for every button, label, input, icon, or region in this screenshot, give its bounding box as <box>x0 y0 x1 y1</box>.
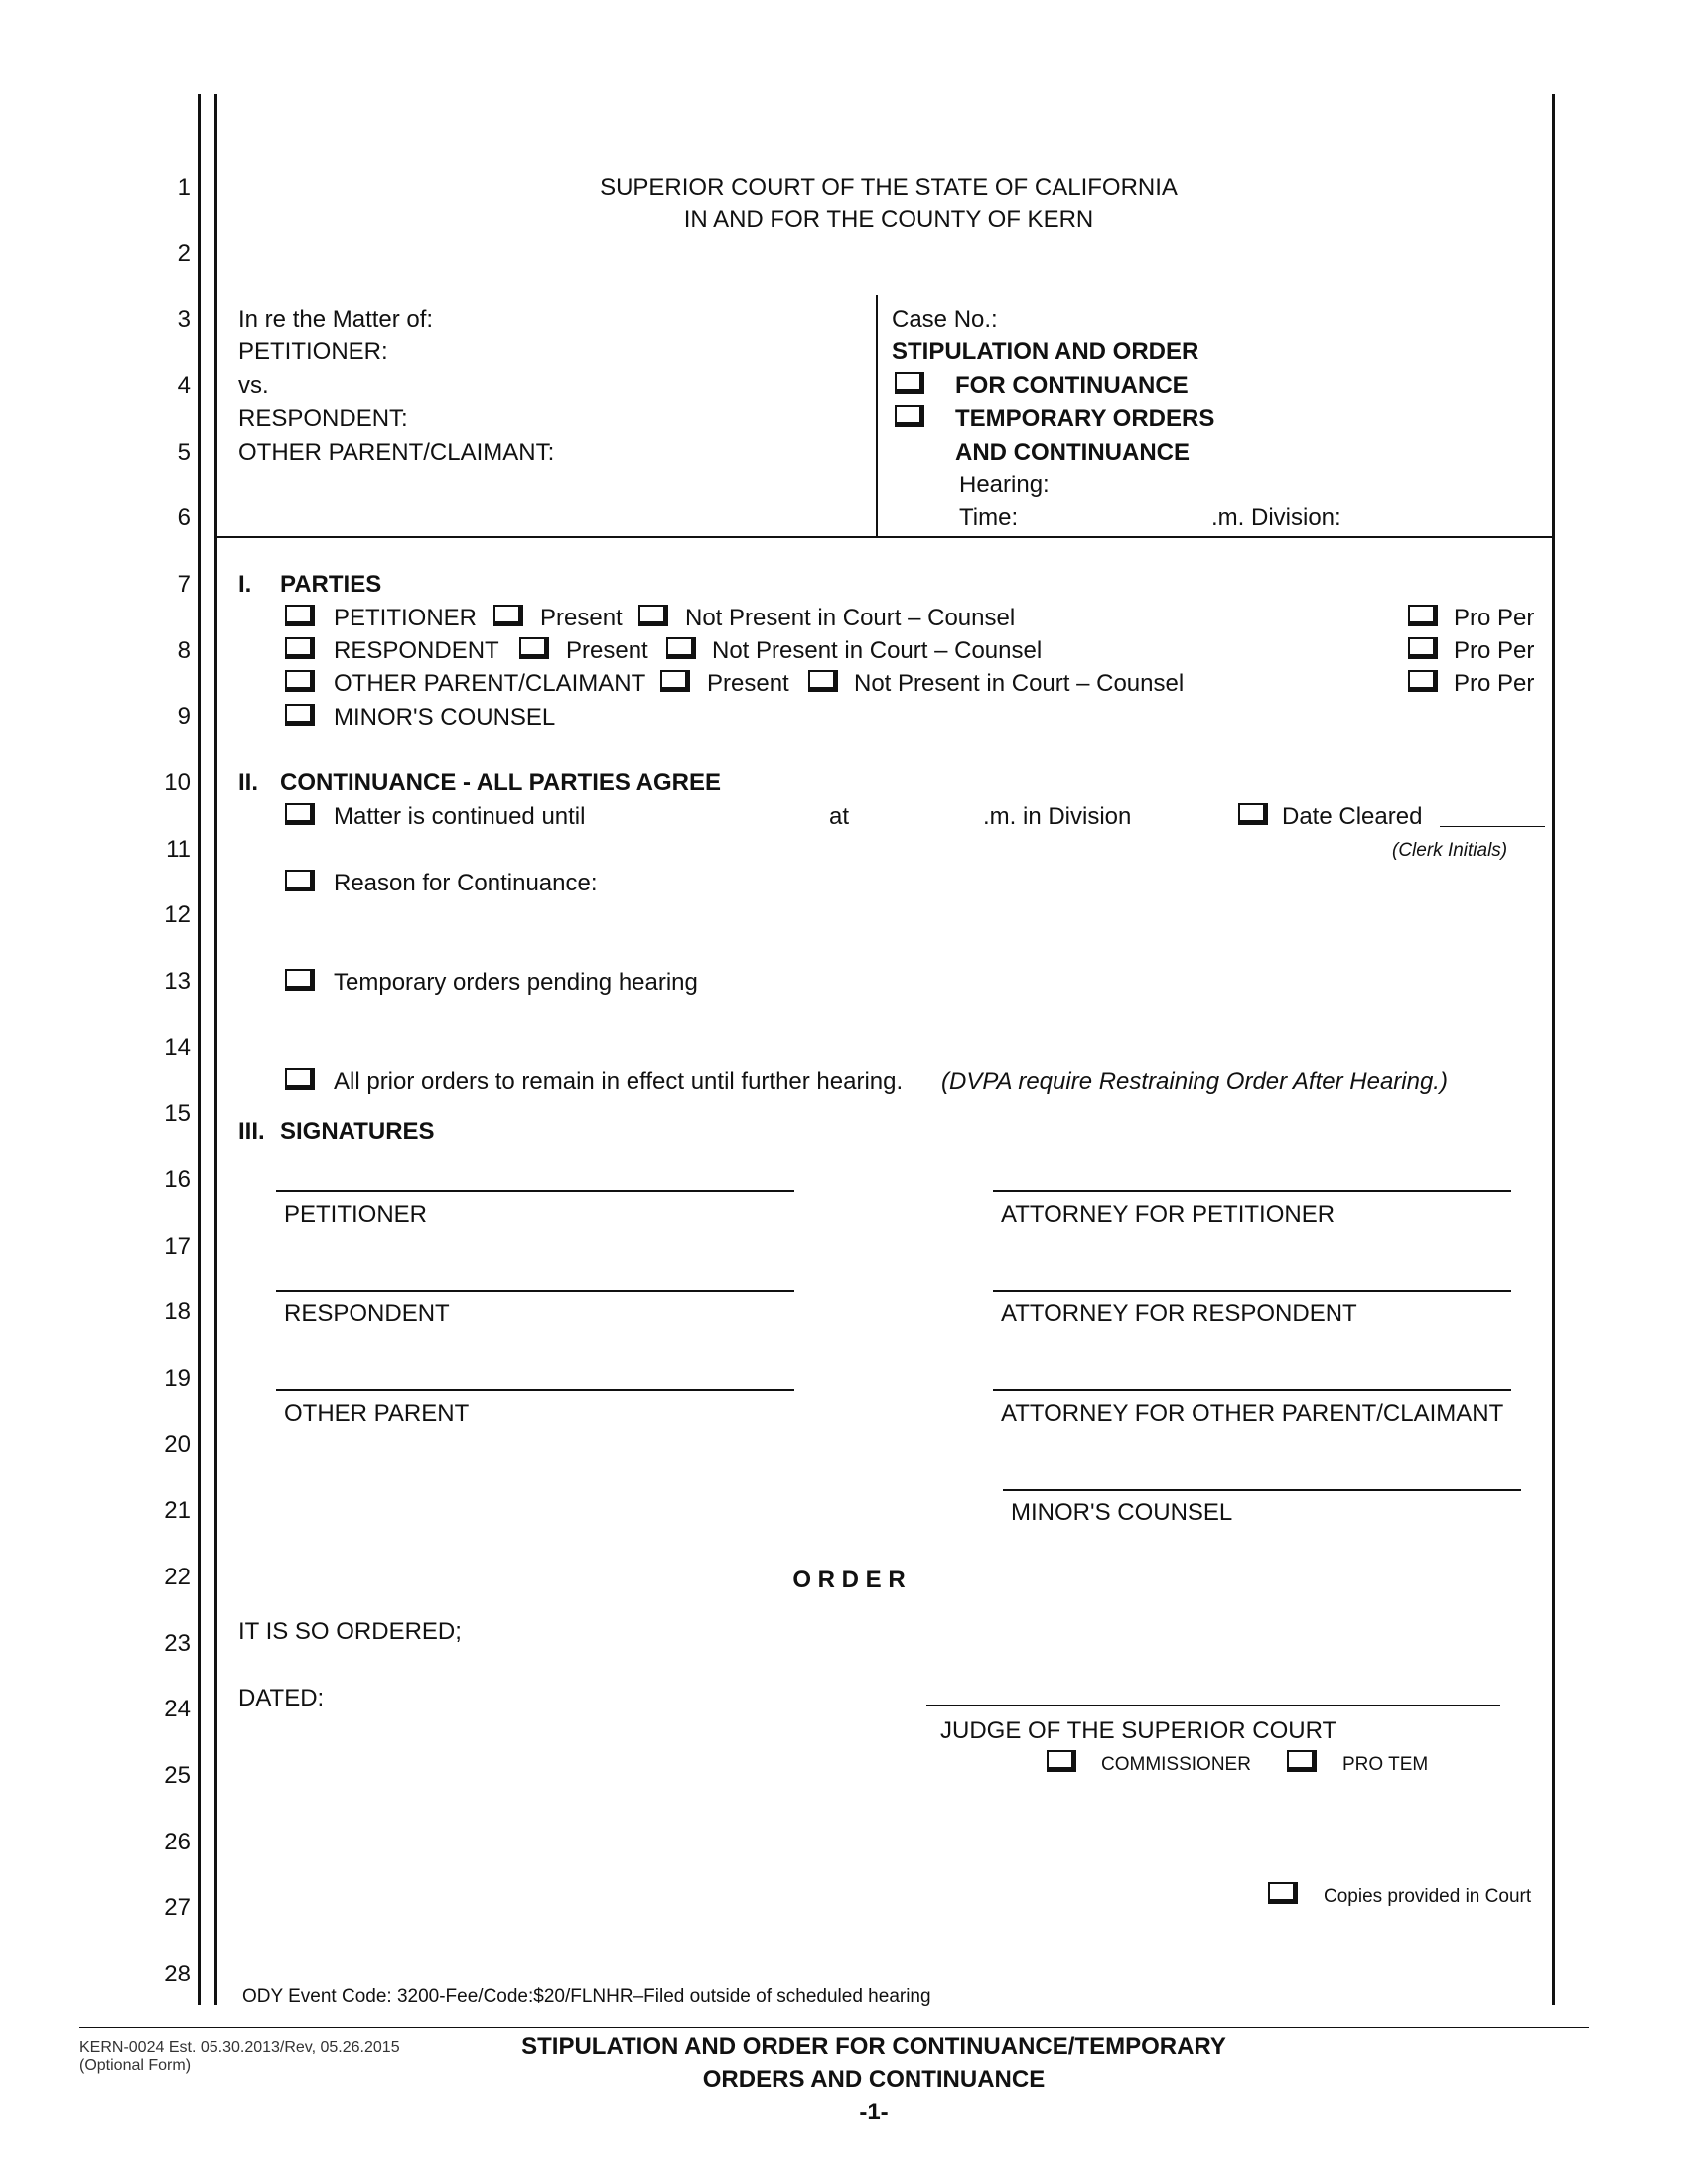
respondent-present-label: Present <box>566 637 648 664</box>
temp-orders-checkbox[interactable] <box>285 969 315 991</box>
respondent-pro-per-checkbox[interactable] <box>1408 637 1438 659</box>
right-margin-line <box>1552 94 1555 2005</box>
order-heading: O R D E R <box>792 1567 906 1593</box>
line-number: 15 <box>164 1100 191 1127</box>
minors-counsel-signature-line[interactable] <box>1003 1489 1521 1491</box>
at-label: at <box>829 803 850 830</box>
prior-orders-label: All prior orders to remain in effect until further hearing. <box>334 1068 904 1095</box>
attorney-petitioner-label: ATTORNEY FOR PETITIONER <box>1001 1201 1336 1228</box>
minors-counsel-label: MINOR'S COUNSEL <box>334 704 556 731</box>
respondent-checkbox[interactable] <box>285 637 315 659</box>
line-number: 3 <box>177 306 191 333</box>
minors-counsel-signature-label: MINOR'S COUNSEL <box>1011 1499 1233 1526</box>
form-title: STIPULATION AND ORDER <box>892 339 1199 365</box>
parties-heading: PARTIES <box>280 571 382 598</box>
respondent-not-present-label: Not Present in Court – Counsel <box>712 637 1043 664</box>
time-label: Time: <box>959 504 1019 531</box>
vs-label: vs. <box>238 372 269 399</box>
line-number: 14 <box>164 1034 191 1061</box>
copies-provided-checkbox[interactable] <box>1268 1882 1298 1904</box>
division-continued-label: .m. in Division <box>983 803 1132 830</box>
respondent-signature-label: RESPONDENT <box>284 1300 450 1327</box>
reason-checkbox[interactable] <box>285 870 315 891</box>
matter-continued-label: Matter is continued until <box>334 803 586 830</box>
line-number: 9 <box>177 703 191 730</box>
line-number: 16 <box>164 1166 191 1193</box>
date-cleared-checkbox[interactable] <box>1238 803 1268 825</box>
caption-divider <box>876 295 878 537</box>
attorney-respondent-signature-line[interactable] <box>993 1290 1511 1292</box>
case-number-label: Case No.: <box>892 306 998 333</box>
petitioner-present-label: Present <box>540 605 623 631</box>
caption-bottom-line <box>215 536 1553 538</box>
line-number: 22 <box>164 1564 191 1590</box>
other-parent-pro-per-checkbox[interactable] <box>1408 670 1438 692</box>
optional-form-label: (Optional Form) <box>79 2057 192 2074</box>
signatures-heading: SIGNATURES <box>280 1118 435 1145</box>
continuance-option: FOR CONTINUANCE <box>955 372 1189 399</box>
dvpa-note: (DVPA require Restraining Order After Hearing.) <box>941 1068 1448 1095</box>
other-parent-signature-line[interactable] <box>276 1389 794 1391</box>
line-number: 20 <box>164 1432 191 1458</box>
line-number: 4 <box>177 372 191 399</box>
line-number: 2 <box>177 240 191 267</box>
line-number: 12 <box>164 901 191 928</box>
other-parent-present-checkbox[interactable] <box>660 670 690 692</box>
commissioner-label: COMMISSIONER <box>1101 1754 1251 1775</box>
line-number: 26 <box>164 1829 191 1855</box>
attorney-petitioner-signature-line[interactable] <box>993 1190 1511 1192</box>
clerk-initials-label: (Clerk Initials) <box>1392 840 1508 861</box>
court-county: IN AND FOR THE COUNTY OF KERN <box>683 206 1094 233</box>
other-parent-checkbox[interactable] <box>285 670 315 692</box>
prior-orders-checkbox[interactable] <box>285 1068 315 1090</box>
petitioner-not-present-label: Not Present in Court – Counsel <box>685 605 1016 631</box>
copies-provided-label: Copies provided in Court <box>1324 1886 1532 1907</box>
other-parent-not-present-label: Not Present in Court – Counsel <box>854 670 1185 697</box>
dated-label: DATED: <box>238 1685 325 1711</box>
footer-rule <box>79 2027 1589 2028</box>
attorney-respondent-label: ATTORNEY FOR RESPONDENT <box>1001 1300 1357 1327</box>
petitioner-label: PETITIONER <box>334 605 478 631</box>
hearing-label: Hearing: <box>959 472 1050 498</box>
footer-title-line1: STIPULATION AND ORDER FOR CONTINUANCE/TEMPORARY <box>521 2033 1226 2060</box>
continuance-heading-number: II. <box>238 769 259 796</box>
line-number: 24 <box>164 1696 191 1722</box>
petitioner-checkbox[interactable] <box>285 605 315 626</box>
line-number: 25 <box>164 1762 191 1789</box>
attorney-other-label: ATTORNEY FOR OTHER PARENT/CLAIMANT <box>1001 1400 1504 1427</box>
petitioner-not-present-checkbox[interactable] <box>638 605 668 626</box>
minors-counsel-checkbox[interactable] <box>285 704 315 726</box>
petitioner-caption: PETITIONER: <box>238 339 388 365</box>
left-margin-line-outer <box>198 94 201 2005</box>
line-number: 10 <box>164 769 191 796</box>
court-name: SUPERIOR COURT OF THE STATE OF CALIFORNIA <box>600 174 1178 201</box>
commissioner-checkbox[interactable] <box>1047 1750 1076 1772</box>
other-parent-not-present-checkbox[interactable] <box>808 670 838 692</box>
signatures-heading-number: III. <box>238 1118 265 1145</box>
other-parent-caption: OTHER PARENT/CLAIMANT: <box>238 439 555 466</box>
line-number: 27 <box>164 1894 191 1921</box>
date-cleared-line[interactable] <box>1440 826 1545 827</box>
line-number: 11 <box>166 836 191 863</box>
continuance-heading: CONTINUANCE - ALL PARTIES AGREE <box>280 769 722 796</box>
petitioner-signature-label: PETITIONER <box>284 1201 428 1228</box>
petitioner-pro-per-checkbox[interactable] <box>1408 605 1438 626</box>
respondent-signature-line[interactable] <box>276 1290 794 1292</box>
in-re-label: In re the Matter of: <box>238 306 434 333</box>
other-parent-pro-per-label: Pro Per <box>1454 670 1535 697</box>
page-number: -1- <box>859 2099 889 2125</box>
pro-tem-label: PRO TEM <box>1342 1754 1429 1775</box>
continuance-checkbox[interactable] <box>895 372 924 394</box>
pro-tem-checkbox[interactable] <box>1287 1750 1317 1772</box>
line-number: 19 <box>164 1365 191 1392</box>
date-cleared-label: Date Cleared <box>1282 803 1423 830</box>
temporary-orders-option-line2: AND CONTINUANCE <box>955 439 1190 466</box>
line-number: 1 <box>177 174 191 201</box>
line-number: 17 <box>164 1233 191 1260</box>
form-id: KERN-0024 Est. 05.30.2013/Rev, 05.26.2015 <box>79 2039 400 2056</box>
judge-label: JUDGE OF THE SUPERIOR COURT <box>940 1717 1337 1744</box>
line-number: 21 <box>164 1497 191 1524</box>
temp-orders-label: Temporary orders pending hearing <box>334 969 698 996</box>
line-number: 8 <box>177 637 191 664</box>
judge-signature-line[interactable] <box>926 1705 1500 1706</box>
reason-label: Reason for Continuance: <box>334 870 598 896</box>
temporary-orders-checkbox[interactable] <box>895 405 924 427</box>
petitioner-signature-line[interactable] <box>276 1190 794 1192</box>
respondent-pro-per-label: Pro Per <box>1454 637 1535 664</box>
petitioner-pro-per-label: Pro Per <box>1454 605 1535 631</box>
line-number: 7 <box>177 571 191 598</box>
parties-heading-number: I. <box>238 571 252 598</box>
line-number: 28 <box>164 1961 191 1987</box>
line-number: 6 <box>177 504 191 531</box>
temporary-orders-option: TEMPORARY ORDERS <box>955 405 1215 432</box>
footer-title-line2: ORDERS AND CONTINUANCE <box>702 2066 1046 2093</box>
so-ordered-label: IT IS SO ORDERED; <box>238 1618 462 1645</box>
matter-continued-checkbox[interactable] <box>285 803 315 825</box>
line-number: 23 <box>164 1630 191 1657</box>
respondent-not-present-checkbox[interactable] <box>666 637 696 659</box>
line-number: 5 <box>177 439 191 466</box>
respondent-caption: RESPONDENT: <box>238 405 408 432</box>
line-number: 18 <box>164 1298 191 1325</box>
division-label: .m. Division: <box>1211 504 1341 531</box>
petitioner-present-checkbox[interactable] <box>493 605 523 626</box>
line-number: 13 <box>164 968 191 995</box>
event-code: ODY Event Code: 3200-Fee/Code:$20/FLNHR–Filed outside of scheduled hearing <box>242 1986 931 2007</box>
respondent-present-checkbox[interactable] <box>519 637 549 659</box>
left-margin-line-inner <box>214 94 217 2005</box>
other-parent-present-label: Present <box>707 670 789 697</box>
attorney-other-signature-line[interactable] <box>993 1389 1511 1391</box>
other-parent-label: OTHER PARENT/CLAIMANT <box>334 670 646 697</box>
respondent-label: RESPONDENT <box>334 637 499 664</box>
other-parent-signature-label: OTHER PARENT <box>284 1400 470 1427</box>
